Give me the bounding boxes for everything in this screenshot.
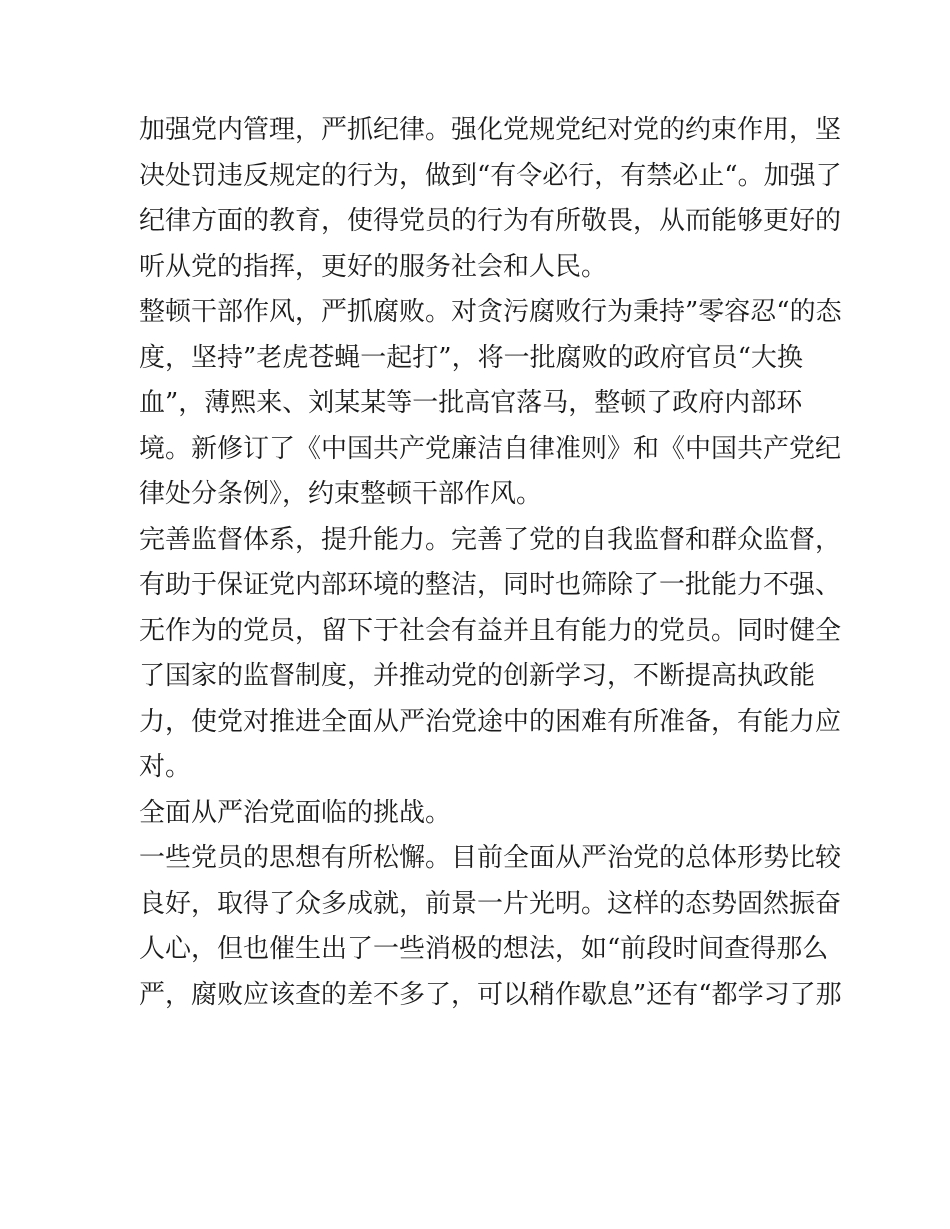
text-line: 完善监督体系，提升能力。完善了党的自我监督和群众监督，	[139, 524, 842, 555]
text-line: 听从党的指挥，更好的服务社会和人民。	[139, 251, 608, 282]
text-line: 力，使党对推进全面从严治党途中的困难有所准备，有能力应	[139, 706, 842, 737]
text-line: 加强党内管理，严抓纪律。强化党规党纪对党的约束作用，坚	[139, 115, 842, 145]
text-line: 人心，但也催生出了一些消极的想法，如“前段时间查得那么	[139, 934, 829, 964]
text-line: 有助于保证党内部环境的整洁，同时也筛除了一批能力不强、	[139, 570, 842, 600]
text-line: 律处分条例》，约束整顿干部作风。	[139, 479, 543, 509]
text-line: 纪律方面的教育，使得党员的行为有所敬畏，从而能够更好的	[139, 206, 842, 236]
text-line: 良好，取得了众多成就，前景一片光明。这样的态势固然振奋	[139, 888, 842, 919]
text-line: 境。新修订了《中国共产党廉洁自律准则》和《中国共产党纪	[139, 433, 842, 464]
text-line: 血”，薄熙来、刘某某等一批高官落马，整顿了政府内部环	[139, 388, 803, 418]
text-line: 决处罚违反规定的行为，做到“有令必行，有禁必止“。加强了	[139, 160, 842, 191]
text-line: 严，腐败应该查的差不多了，可以稍作歇息”还有“都学习了那	[139, 979, 842, 1010]
text-line: 了国家的监督制度，并推动党的创新学习，不断提高执政能	[139, 661, 816, 691]
text-line: 无作为的党员，留下于社会有益并且有能力的党员。同时健全	[139, 615, 842, 646]
text-line: 整顿干部作风，严抓腐败。对贪污腐败行为秉持”零容忍“的态	[139, 297, 842, 327]
document-body	[139, 108, 842, 1018]
text-line: 对。	[139, 752, 192, 782]
text-line: 度，坚持”老虎苍蝇一起打”，将一批腐败的政府官员“大换	[139, 342, 803, 373]
section-heading: 全面从严治党面临的挑战。	[139, 797, 452, 828]
text-line: 一些党员的思想有所松懈。目前全面从严治党的总体形势比较	[139, 843, 842, 873]
